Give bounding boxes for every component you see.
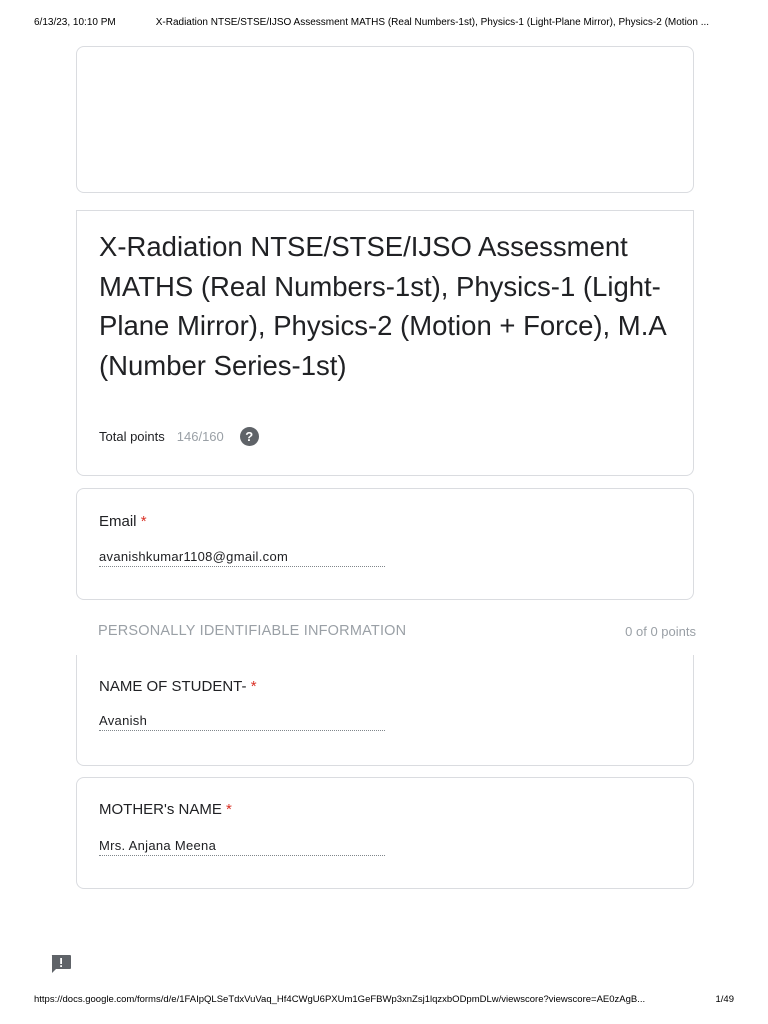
- email-question-card: [76, 488, 694, 600]
- mother-name-answer: Mrs. Anjana Meena: [99, 838, 385, 856]
- question-mark-icon[interactable]: ?: [240, 427, 259, 446]
- header-banner: [76, 46, 694, 193]
- form-title-card: [76, 210, 694, 476]
- student-name-question-label: [99, 678, 257, 695]
- email-label-text: Email: [99, 513, 137, 530]
- form-title: X-Radiation NTSE/STSE/IJSO Assessment MATHS (Real Numbers-1st), Physics-1 (Light-Plane Mirror), Physics-2 (Motion + Force), M.A (Number Series-1st): [99, 231, 666, 381]
- total-points-label: Total points: [99, 429, 165, 444]
- print-footer: [34, 994, 734, 1005]
- report-feedback-icon[interactable]: [50, 954, 72, 974]
- section-points: 0 of 0 points: [625, 623, 696, 639]
- print-title: X-Radiation NTSE/STSE/IJSO Assessment MATHS (Real Numbers-1st), Physics-1 (Light-Plane Mirror), Physics-2 (Motion ...: [155, 17, 710, 28]
- mother-name-question-label: [99, 801, 232, 818]
- email-question-label: [99, 513, 147, 530]
- print-page-number: 1/49: [715, 994, 734, 1005]
- required-asterisk: *: [140, 513, 147, 530]
- print-url: https://docs.google.com/forms/d/e/1FAIpQLSeTdxVuVaq_Hf4CWgU6PXUm1GeFBWp3xnZsj1lqzxbODpmDLw/viewscore?viewscore=AE0zAgB...: [34, 994, 646, 1005]
- email-answer: avanishkumar1108@gmail.com: [99, 549, 385, 567]
- mother-name-label-text: MOTHER's NAME: [99, 801, 222, 818]
- print-header: [34, 17, 734, 28]
- mother-name-question-card: [76, 777, 694, 889]
- student-name-answer: Avanish: [99, 713, 385, 731]
- total-points-row: [99, 427, 259, 446]
- total-points-value: 146/160: [176, 429, 224, 444]
- student-name-label-text: NAME OF STUDENT-: [99, 678, 247, 695]
- required-asterisk: *: [226, 801, 232, 818]
- section-title: PERSONALLY IDENTIFIABLE INFORMATION: [98, 623, 407, 639]
- required-asterisk: *: [250, 678, 257, 695]
- student-name-question-card: [76, 655, 694, 766]
- section-header: [98, 623, 696, 639]
- print-datetime: 6/13/23, 10:10 PM: [34, 17, 116, 28]
